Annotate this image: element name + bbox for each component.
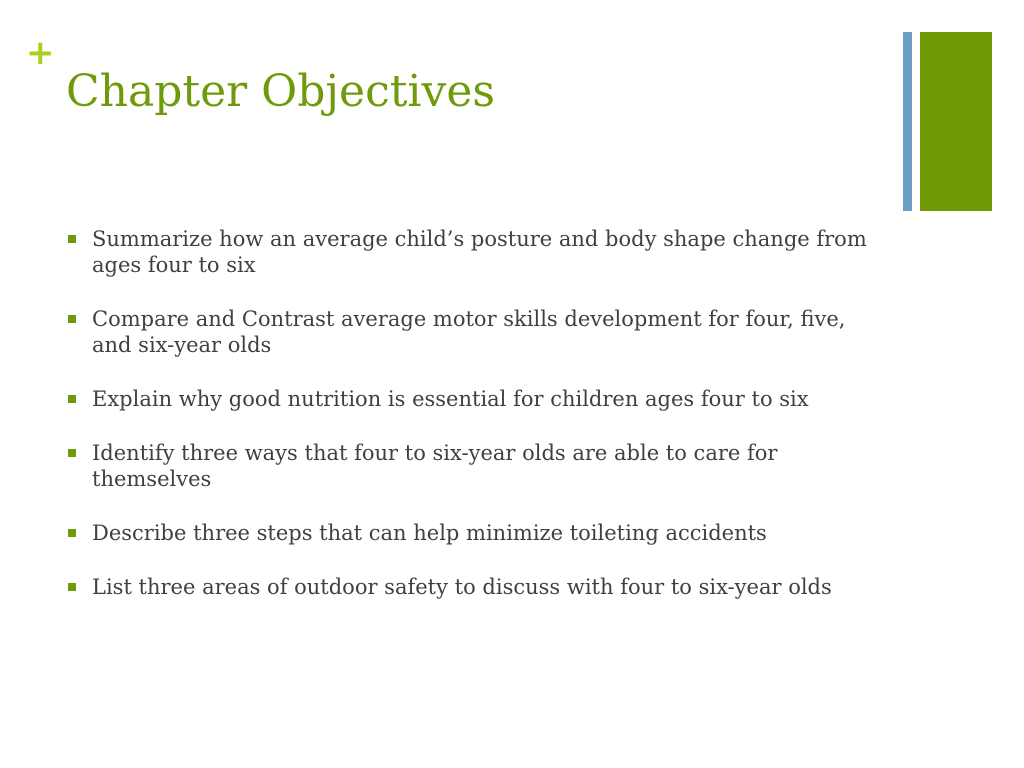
square-bullet-icon [68, 235, 76, 243]
list-item [66, 520, 886, 546]
list-item-text: List three areas of outdoor safety to discuss with four to six-year olds [92, 575, 832, 599]
plus-icon: + [26, 33, 55, 73]
objectives-list [66, 226, 886, 628]
square-bullet-icon [68, 315, 76, 323]
accent-bar-blue [903, 32, 912, 211]
list-item-text: Describe three steps that can help minimize toileting accidents [92, 521, 767, 545]
list-item-text: Summarize how an average child’s posture and body shape change from ages four to six [92, 227, 867, 277]
slide-title: Chapter Objectives [66, 66, 495, 117]
list-item [66, 440, 886, 492]
list-item [66, 386, 886, 412]
list-item-text: Explain why good nutrition is essential for children ages four to six [92, 387, 809, 411]
square-bullet-icon [68, 529, 76, 537]
square-bullet-icon [68, 583, 76, 591]
square-bullet-icon [68, 449, 76, 457]
list-item [66, 226, 886, 278]
list-item-text: Compare and Contrast average motor skills development for four, five, and six-year olds [92, 307, 846, 357]
list-item-text: Identify three ways that four to six-year olds are able to care for themselves [92, 441, 778, 491]
list-item [66, 306, 886, 358]
list-item [66, 574, 886, 600]
accent-bar-green [920, 32, 992, 211]
square-bullet-icon [68, 395, 76, 403]
